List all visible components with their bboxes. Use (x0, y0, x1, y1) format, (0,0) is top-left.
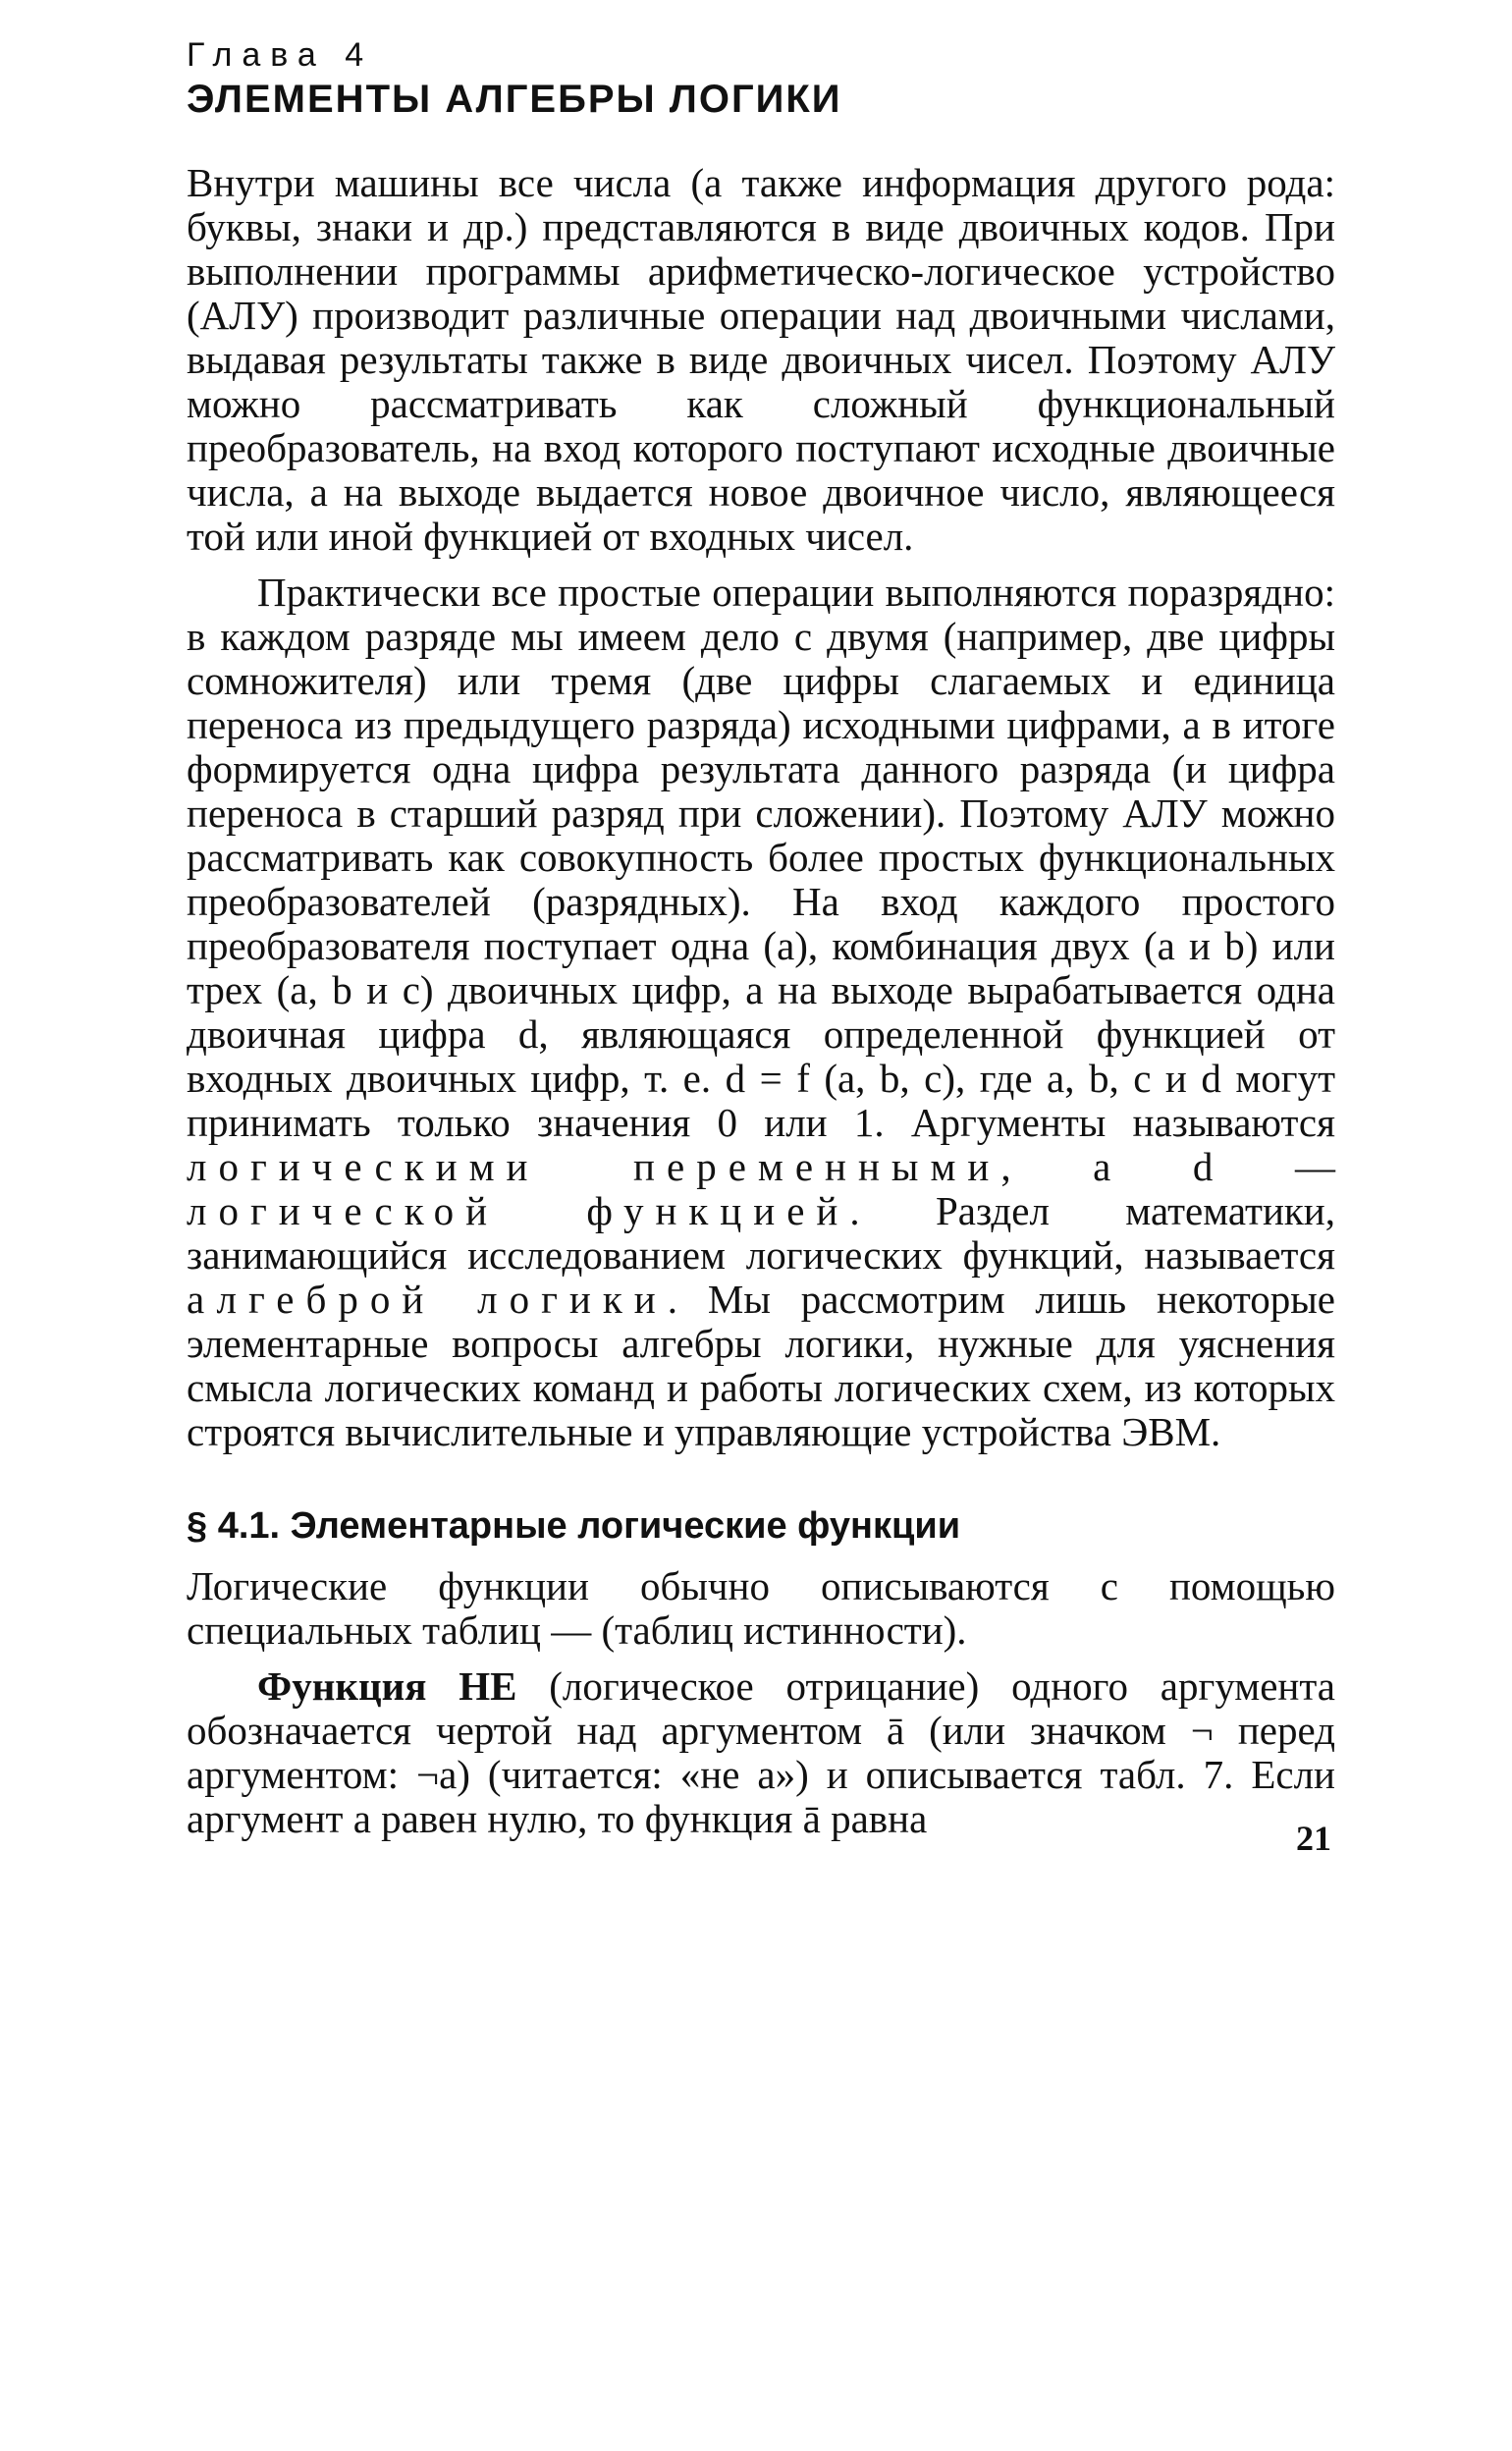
paragraph-2-text-c: . Раздел математики, занимающийся исследованием логических функций, называется (187, 1188, 1335, 1278)
paragraph-2-text-a: Практически все простые операции выполняются поразрядно: в каждом разряде мы имеем дело с двумя (например, две цифры сомножителя) или тремя (две цифры слагаемых и единица переноса из предыдущего разряда) исходными цифрами, а в итоге формируется одна цифра результата данного разряда (и цифра переноса в старший разряд при сложении). Поэтому АЛУ можно рассматривать как совокупность более простых функциональных преобразователей (разрядных). На вход каждого простого преобразователя поступает одна (a), комбинация двух (a и b) или трех (a, b и c) двоичных цифр, а на выходе вырабатывается одна двоичная цифра d, являющаяся определенной функцией от входных двоичных цифр, т. е. d = f (a, b, c), где a, b, c и d могут принимать только значения 0 или 1. Аргументы называются (187, 570, 1335, 1145)
term-logic-algebra: алгеброй логики (187, 1277, 668, 1322)
term-logical-variables: логическими переменными (187, 1144, 1001, 1189)
section-intro: Логические функции обычно описываются с помощью специальных таблиц — (таблиц истинности). (187, 1563, 1335, 1653)
paragraph-1: Внутри машины все числа (а также информация другого рода: буквы, знаки и др.) представляются в виде двоичных кодов. При выполнении программы арифметическо-логическое устройство (АЛУ) производит различные операции над двоичными числами, выдавая результаты также в виде двоичных чисел. Поэтому АЛУ можно рассматривать как сложный функциональный преобразователь, на вход которого поступают исходные двоичные числа, а на выходе выдается новое двоичное число, являющееся той или иной функцией от входных чисел. (187, 160, 1335, 559)
page-number: 21 (1296, 1819, 1331, 1858)
paragraph-2 (187, 571, 1335, 1454)
chapter-title: ЭЛЕМЕНТЫ АЛГЕБРЫ ЛОГИКИ (187, 78, 842, 121)
not-function-term: Функция НЕ (257, 1663, 517, 1709)
chapter-label: Глава 4 (187, 36, 374, 74)
section-heading: § 4.1. Элементарные логические функции (187, 1505, 961, 1547)
term-logical-function: логической функцией (187, 1188, 850, 1233)
book-page (187, 35, 1335, 1841)
paragraph-2-text-b: , а d — (1000, 1144, 1335, 1189)
paragraph-2-text-d: . Мы рассмотрим лишь некоторые элементарные вопросы алгебры логики, нужные для уяснения смысла логических команд и работы логических схем, из которых строятся вычислительные и управляющие устройства ЭВМ. (187, 1277, 1335, 1454)
not-function-text: (логическое отрицание) одного аргумента обозначается чертой над аргументом ā (или значком ¬ перед аргументом: ¬a) (читается: «не a») и описывается табл. 7. Если аргумент a равен нулю, то функция ā равна (187, 1663, 1335, 1841)
not-function-paragraph (187, 1664, 1335, 1841)
